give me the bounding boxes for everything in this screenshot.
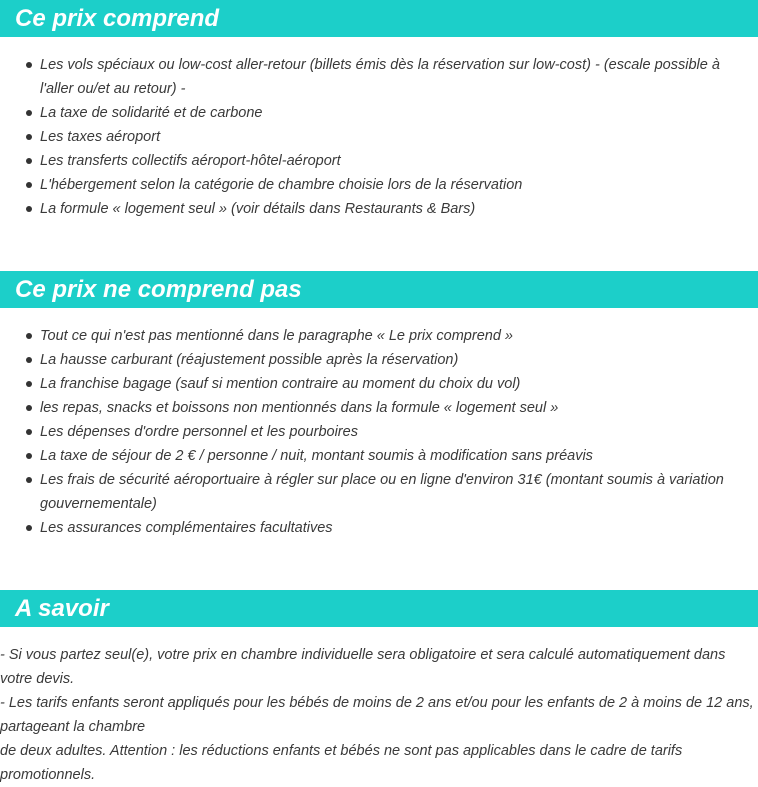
list-item: La formule « logement seul » (voir détails dans Restaurants & Bars) [0, 197, 758, 221]
list-item: Les assurances complémentaires facultatives [0, 516, 758, 540]
list-item: L'hébergement selon la catégorie de chambre choisie lors de la réservation [0, 173, 758, 197]
list-item: La hausse carburant (réajustement possible après la réservation) [0, 348, 758, 372]
good-to-know-section-title: A savoir [0, 590, 758, 627]
list-item: Les vols spéciaux ou low-cost aller-retour (billets émis dès la réservation sur low-cost) - (escale possible à l'aller ou/et au retour) - [0, 53, 758, 101]
list-item: Les frais de sécurité aéroportuaire à régler sur place ou en ligne d'environ 31€ (montant soumis à variation gouvernementale) [0, 468, 758, 516]
list-item: Les taxes aéroport [0, 125, 758, 149]
list-item: La taxe de séjour de 2 € / personne / nuit, montant soumis à modification sans préavis [0, 444, 758, 468]
list-item: Tout ce qui n'est pas mentionné dans le paragraphe « Le prix comprend » [0, 324, 758, 348]
list-item: La franchise bagage (sauf si mention contraire au moment du choix du vol) [0, 372, 758, 396]
list-item: Les dépenses d'ordre personnel et les pourboires [0, 420, 758, 444]
good-to-know-body [0, 643, 758, 787]
info-paragraph: - Si vous partez seul(e), votre prix en chambre individuelle sera obligatoire et sera calculé automatiquement dans votre devis. [0, 647, 726, 687]
list-item: Les transferts collectifs aéroport-hôtel-aéroport [0, 149, 758, 173]
excludes-list [0, 324, 758, 540]
includes-list [0, 53, 758, 221]
info-paragraph: - Les tarifs enfants seront appliqués pour les bébés de moins de 2 ans et/ou pour les enfants de 2 à moins de 12 ans, partageant la chambre [0, 695, 754, 735]
includes-section-title: Ce prix comprend [0, 0, 758, 37]
list-item: La taxe de solidarité et de carbone [0, 101, 758, 125]
list-item: les repas, snacks et boissons non mentionnés dans la formule « logement seul » [0, 396, 758, 420]
excludes-section-title: Ce prix ne comprend pas [0, 271, 758, 308]
info-paragraph: de deux adultes. Attention : les réductions enfants et bébés ne sont pas applicables dans le cadre de tarifs promotionnels. [0, 743, 683, 783]
